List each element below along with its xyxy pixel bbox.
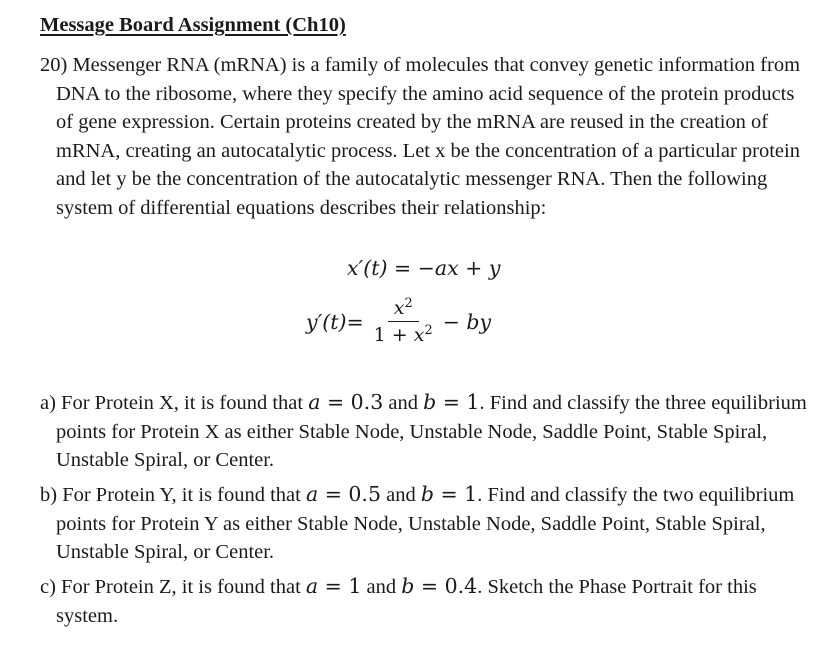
part-b-and: and bbox=[380, 484, 421, 506]
part-b bbox=[40, 480, 810, 567]
part-c-suffix: . Sketch the Phase Portrait for this system. bbox=[56, 576, 757, 627]
problem-intro: 20) Messenger RNA (mRNA) is a family of molecules that convey genetic information from DNA to the ribosome, where they specify the amino acid sequence of the protein products of gene expression. Certain proteins created by the mRNA are reused in the creation of mRNA, creating an autocatalytic process. Let x be the concentration of a particular protein and let y be the concentration of the autocatalytic messenger RNA. Then the following system of differential equations describes their relationship: bbox=[40, 54, 801, 219]
part-a-and: and bbox=[383, 392, 424, 414]
part-a-b-value: = 1 bbox=[436, 390, 480, 414]
part-a-a-value: = 0.3 bbox=[320, 390, 384, 414]
part-b-prefix: b) For Protein Y, it is found that bbox=[40, 484, 306, 506]
part-a-suffix: . Find and classify the three equilibrium points for Protein X as either Stable Node, Unstable Node, Saddle Point, Stable Spiral, Unstable Spiral, or Center. bbox=[56, 392, 807, 471]
part-a bbox=[40, 388, 810, 475]
eq2-equals: = bbox=[346, 310, 364, 334]
part-a-prefix: a) For Protein X, it is found that bbox=[40, 392, 309, 414]
part-c-and: and bbox=[361, 576, 402, 598]
eq2-fraction bbox=[370, 297, 437, 347]
eq2-den-one: 1 + bbox=[373, 324, 414, 346]
eq2-denominator bbox=[370, 322, 437, 347]
part-c-a-symbol: a bbox=[305, 574, 319, 598]
part-c bbox=[40, 572, 810, 630]
eq2-tail: − by bbox=[442, 310, 492, 334]
part-c-b-symbol: b bbox=[401, 574, 415, 598]
eq2-num-base: x bbox=[393, 297, 405, 319]
eq2-numerator bbox=[388, 297, 419, 322]
part-a-b-symbol: b bbox=[423, 390, 437, 414]
part-b-b-value: = 1 bbox=[433, 482, 478, 506]
part-b-a-value: = 0.5 bbox=[318, 482, 381, 506]
eq1-rhs: −ax + y bbox=[417, 256, 501, 280]
eq2-lhs: y′(t) bbox=[306, 310, 347, 334]
equation-x-prime bbox=[347, 256, 500, 281]
part-b-b-symbol: b bbox=[420, 482, 434, 506]
equation-y-prime bbox=[306, 287, 491, 357]
eq1-equals: = bbox=[387, 256, 418, 280]
part-c-a-value: = 1 bbox=[318, 574, 362, 598]
part-b-a-symbol: a bbox=[305, 482, 319, 506]
eq2-num-exp: 2 bbox=[404, 295, 413, 311]
eq2-den-base: x bbox=[413, 324, 425, 346]
part-c-b-value: = 0.4 bbox=[414, 574, 478, 598]
part-c-prefix: c) For Protein Z, it is found that bbox=[40, 576, 306, 598]
part-a-a-symbol: a bbox=[308, 390, 321, 414]
assignment-title: Message Board Assignment (Ch10) bbox=[40, 14, 346, 36]
part-b-suffix: . Find and classify the two equilibrium points for Protein Y as either Stable Node, Unstable Node, Saddle Point, Stable Spiral, Unstable Spiral, or Center. bbox=[56, 484, 795, 563]
eq1-lhs: x′(t) bbox=[347, 256, 388, 280]
eq2-den-exp: 2 bbox=[424, 322, 433, 338]
